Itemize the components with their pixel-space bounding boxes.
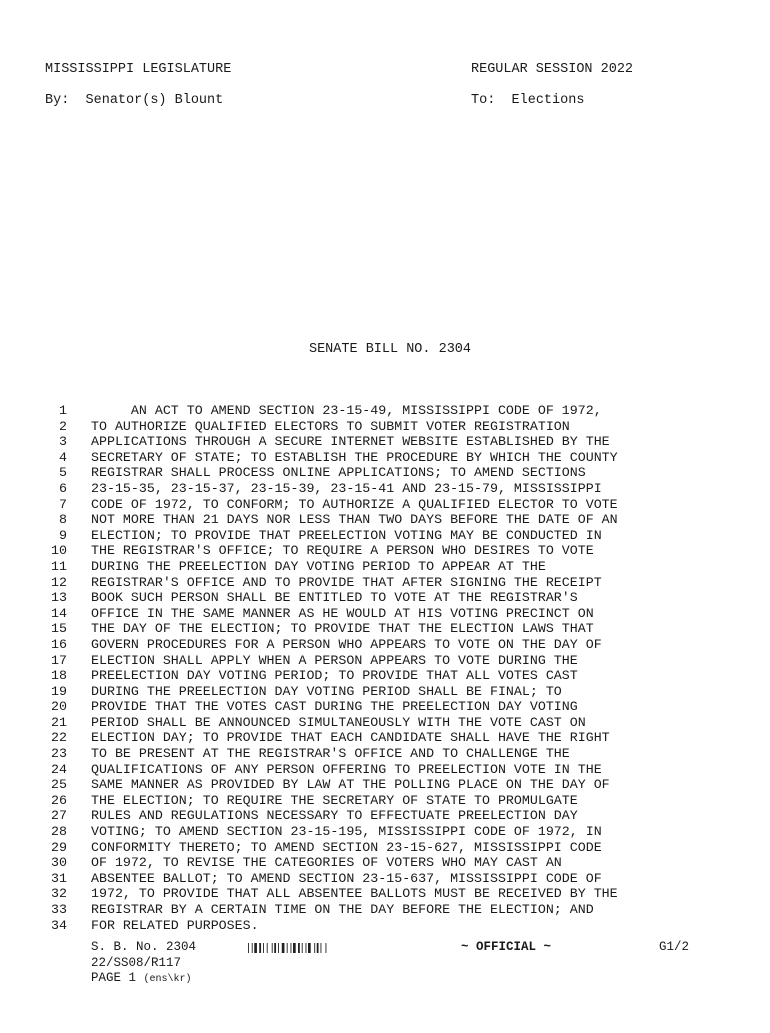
- draft-code: 22/SS08/R117: [91, 955, 182, 970]
- line-number: 16: [51, 636, 67, 652]
- bill-line: [40, 886, 720, 902]
- line-text: APPLICATIONS THROUGH A SECURE INTERNET WEBSITE ESTABLISHED BY THE: [91, 434, 610, 450]
- line-number: 26: [51, 792, 67, 808]
- bill-line: [40, 684, 720, 700]
- bill-line: [40, 403, 720, 419]
- line-number: 19: [51, 683, 67, 699]
- line-number: 34: [51, 917, 67, 933]
- line-number: 13: [51, 590, 67, 606]
- by-label: By:: [45, 93, 70, 108]
- bill-line: [40, 465, 720, 481]
- session-name: REGULAR SESSION 2022: [471, 62, 634, 77]
- footer-bill-number: S. B. No. 2304: [91, 940, 197, 954]
- line-number: 11: [51, 558, 67, 574]
- line-text: AN ACT TO AMEND SECTION 23-15-49, MISSISSIPPI CODE OF 1972,: [91, 403, 602, 418]
- line-number: 23: [51, 746, 67, 762]
- line-number: 17: [51, 652, 67, 668]
- line-text: PREELECTION DAY VOTING PERIOD; TO PROVIDE THAT ALL VOTES CAST: [91, 668, 578, 684]
- bill-line: [40, 637, 720, 653]
- bill-line: [40, 450, 720, 466]
- line-number: 5: [59, 465, 67, 481]
- line-text: DURING THE PREELECTION DAY VOTING PERIOD TO APPEAR AT THE: [91, 558, 546, 574]
- line-number: 1: [59, 403, 67, 418]
- line-text: THE ELECTION; TO REQUIRE THE SECRETARY OF STATE TO PROMULGATE: [91, 792, 578, 808]
- bill-line: [40, 481, 720, 497]
- bill-line: [40, 606, 720, 622]
- bill-line: [40, 871, 720, 887]
- line-number: 9: [59, 527, 67, 543]
- line-text: REGISTRAR'S OFFICE AND TO PROVIDE THAT AFTER SIGNING THE RECEIPT: [91, 574, 602, 590]
- sponsor-name: Senator(s) Blount: [85, 93, 224, 108]
- line-number: 27: [51, 808, 67, 824]
- line-text: BOOK SUCH PERSON SHALL BE ENTITLED TO VOTE AT THE REGISTRAR'S: [91, 590, 578, 606]
- bill-line: [40, 855, 720, 871]
- line-number: 31: [51, 870, 67, 886]
- line-text: 1972, TO PROVIDE THAT ALL ABSENTEE BALLOTS MUST BE RECEIVED BY THE: [91, 886, 618, 902]
- line-text: ABSENTEE BALLOT; TO AMEND SECTION 23-15-637, MISSISSIPPI CODE OF: [91, 870, 602, 886]
- committee-name: Elections: [511, 93, 585, 108]
- line-number: 10: [51, 543, 67, 559]
- bill-line: [40, 512, 720, 528]
- line-number: 20: [51, 699, 67, 715]
- line-text: REGISTRAR SHALL PROCESS ONLINE APPLICATIONS; TO AMEND SECTIONS: [91, 465, 586, 481]
- line-number: 6: [59, 480, 67, 496]
- bill-line: [40, 824, 720, 840]
- line-number: 8: [59, 512, 67, 528]
- line-number: 22: [51, 730, 67, 746]
- line-text: CODE OF 1972, TO CONFORM; TO AUTHORIZE A QUALIFIED ELECTOR TO VOTE: [91, 496, 618, 512]
- to-label: To:: [471, 93, 496, 108]
- bill-line: [40, 434, 720, 450]
- line-number: 3: [59, 434, 67, 450]
- bill-line: [40, 528, 720, 544]
- initials: (ens\kr): [143, 974, 192, 985]
- official-label: ~ OFFICIAL ~: [461, 940, 552, 954]
- line-number: 7: [59, 496, 67, 512]
- line-text: TO AUTHORIZE QUALIFIED ELECTORS TO SUBMIT VOTER REGISTRATION: [91, 418, 570, 434]
- line-text: ELECTION SHALL APPLY WHEN A PERSON APPEARS TO VOTE DURING THE: [91, 652, 578, 668]
- line-text: DURING THE PREELECTION DAY VOTING PERIOD SHALL BE FINAL; TO: [91, 683, 562, 699]
- line-number: 28: [51, 824, 67, 840]
- line-text: SAME MANNER AS PROVIDED BY LAW AT THE POLLING PLACE ON THE DAY OF: [91, 777, 610, 793]
- line-number: 14: [51, 605, 67, 621]
- bill-line: [40, 419, 720, 435]
- line-text: PROVIDE THAT THE VOTES CAST DURING THE PREELECTION DAY VOTING: [91, 699, 578, 715]
- page-number-line: [91, 971, 691, 987]
- line-text: REGISTRAR BY A CERTAIN TIME ON THE DAY BEFORE THE ELECTION; AND: [91, 902, 594, 917]
- bill-line: [40, 653, 720, 669]
- line-number: 25: [51, 777, 67, 793]
- line-number: 29: [51, 839, 67, 855]
- line-number: 18: [51, 668, 67, 684]
- barcode-image: [248, 943, 354, 953]
- bill-line: [40, 699, 720, 715]
- line-number: 32: [51, 886, 67, 902]
- bill-line: [40, 902, 720, 918]
- line-text: VOTING; TO AMEND SECTION 23-15-195, MISSISSIPPI CODE OF 1972, IN: [91, 824, 602, 840]
- bill-line: [40, 840, 720, 856]
- line-number: 24: [51, 761, 67, 777]
- line-text: CONFORMITY THERETO; TO AMEND SECTION 23-15-627, MISSISSIPPI CODE: [91, 839, 602, 855]
- bill-line: [40, 777, 720, 793]
- line-number: 12: [51, 574, 67, 590]
- bill-line: [40, 793, 720, 809]
- line-text: FOR RELATED PURPOSES.: [91, 917, 259, 933]
- bill-line: [40, 575, 720, 591]
- bill-line: [40, 746, 720, 762]
- line-number: 30: [51, 855, 67, 871]
- line-number: 21: [51, 714, 67, 730]
- line-text: 23-15-35, 23-15-37, 23-15-39, 23-15-41 AND 23-15-79, MISSISSIPPI: [91, 480, 602, 496]
- bill-line: [40, 730, 720, 746]
- line-text: THE REGISTRAR'S OFFICE; TO REQUIRE A PERSON WHO DESIRES TO VOTE: [91, 543, 594, 559]
- line-text: SECRETARY OF STATE; TO ESTABLISH THE PROCEDURE BY WHICH THE COUNTY: [91, 449, 618, 465]
- bill-line: [40, 918, 720, 934]
- line-text: NOT MORE THAN 21 DAYS NOR LESS THAN TWO DAYS BEFORE THE DATE OF AN: [91, 512, 618, 528]
- page-footer: [91, 940, 691, 987]
- bill-line: [40, 559, 720, 575]
- bill-text: [40, 403, 720, 933]
- line-text: THE DAY OF THE ELECTION; TO PROVIDE THAT THE ELECTION LAWS THAT: [91, 621, 594, 637]
- line-text: RULES AND REGULATIONS NECESSARY TO EFFECTUATE PREELECTION DAY: [91, 808, 578, 824]
- line-number: 4: [59, 449, 67, 465]
- line-text: QUALIFICATIONS OF ANY PERSON OFFERING TO PREELECTION VOTE IN THE: [91, 761, 602, 777]
- line-text: OFFICE IN THE SAME MANNER AS HE WOULD AT HIS VOTING PRECINCT ON: [91, 605, 594, 621]
- bill-line: [40, 590, 720, 606]
- bill-line: [40, 808, 720, 824]
- line-text: GOVERN PROCEDURES FOR A PERSON WHO APPEARS TO VOTE ON THE DAY OF: [91, 636, 602, 652]
- committee-line: [471, 93, 584, 108]
- bill-line: [40, 762, 720, 778]
- bill-line: [40, 543, 720, 559]
- bill-line: [40, 497, 720, 513]
- sponsor-line: [45, 93, 223, 108]
- page-code: G1/2: [658, 940, 689, 954]
- line-text: PERIOD SHALL BE ANNOUNCED SIMULTANEOUSLY WITH THE VOTE CAST ON: [91, 714, 586, 730]
- line-number: 33: [51, 902, 67, 917]
- bill-title: SENATE BILL NO. 2304: [308, 342, 472, 357]
- line-text: TO BE PRESENT AT THE REGISTRAR'S OFFICE AND TO CHALLENGE THE: [91, 746, 570, 762]
- bill-line: [40, 668, 720, 684]
- legislature-name: MISSISSIPPI LEGISLATURE: [45, 62, 232, 77]
- bill-line: [40, 715, 720, 731]
- line-text: OF 1972, TO REVISE THE CATEGORIES OF VOTERS WHO MAY CAST AN: [91, 855, 562, 871]
- bill-line: [40, 621, 720, 637]
- line-number: 15: [51, 621, 67, 637]
- page-label: PAGE 1: [91, 971, 137, 985]
- line-text: ELECTION; TO PROVIDE THAT PREELECTION VOTING MAY BE CONDUCTED IN: [91, 527, 602, 543]
- line-number: 2: [59, 418, 67, 434]
- line-text: ELECTION DAY; TO PROVIDE THAT EACH CANDIDATE SHALL HAVE THE RIGHT: [91, 730, 610, 746]
